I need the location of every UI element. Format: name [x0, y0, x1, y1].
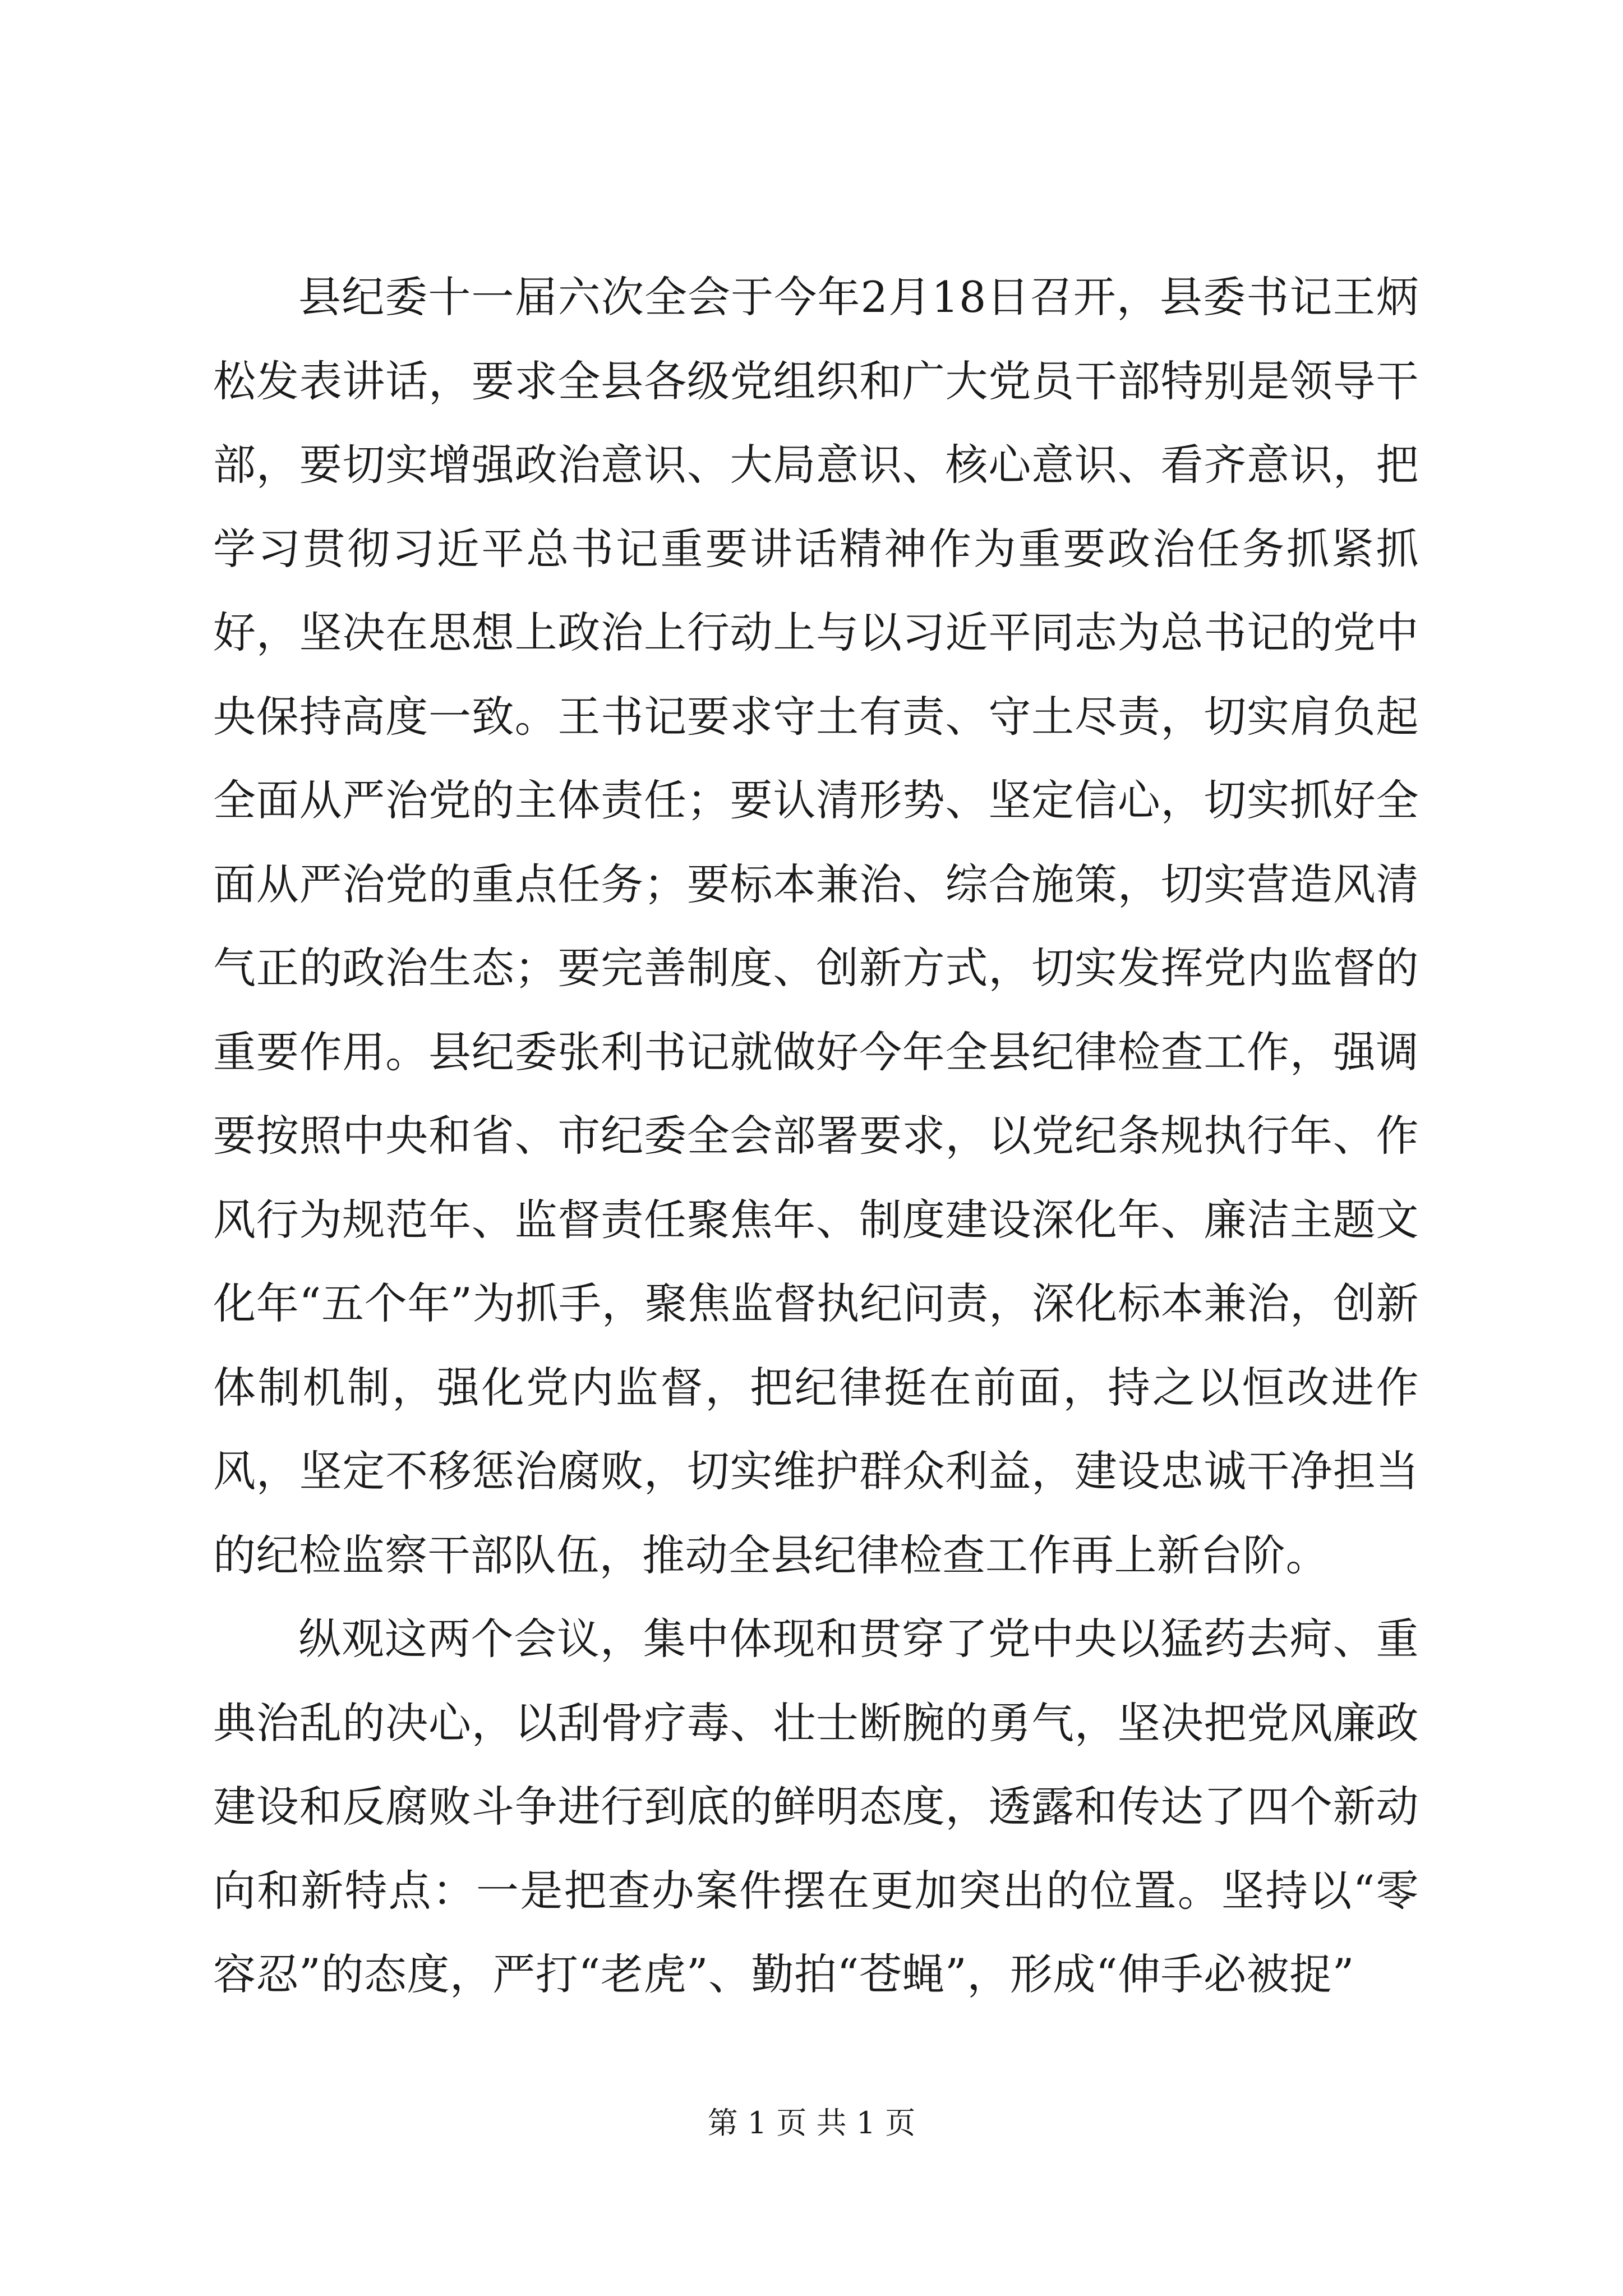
paragraph-2: 纵观这两个会议，集中体现和贯穿了党中央以猛药去疴、重典治乱的决心，以刮骨疗毒、壮士断腕的勇气，坚决把党风廉政建设和反腐败斗争进行到底的鲜明态度，透露和传达了四个新动向和新特点：一是把查办案件摆在更加突出的位置。坚持以“零容忍”的态度，严打“老虎”、勤拍“苍蝇”，形成“伸手必被捉”: [213, 1614, 1419, 1999]
page-footer: 第 1 页 共 1 页: [707, 2105, 916, 2141]
paragraph-1: 县纪委十一届六次全会于今年2月18日召开，县委书记王炳松发表讲话，要求全县各级党组织和广大党员干部特别是领导干部，要切实增强政治意识、大局意识、核心意识、看齐意识，把学习贯彻习近平总书记重要讲话精神作为重要政治任务抓紧抓好，坚决在思想上政治上行动上与以习近平同志为总书记的党中央保持高度一致。王书记要求守土有责、守土尽责，切实肩负起全面从严治党的主体责任；要认清形势、坚定信心，切实抓好全面从严治党的重点任务；要标本兼治、综合施策，切实营造风清气正的政治生态；要完善制度、创新方式，切实发挥党内监督的重要作用。县纪委张利书记就做好今年全县纪律检查工作，强调要按照中央和省、市纪委全会部署要求，以党纪条规执行年、作风行为规范年、监督责任聚焦年、制度建设深化年、廉洁主题文化年“五个年”为抓手，聚焦监督执纪问责，深化标本兼治，创新体制机制，强化党内监督，把纪律挺在前面，持之以恒改进作风，坚定不移惩治腐败，切实维护群众利益，建设忠诚干净担当的纪检监察干部队伍，推动全县纪律检查工作再上新台阶。: [213, 272, 1419, 1580]
document-body: [213, 255, 1419, 2017]
